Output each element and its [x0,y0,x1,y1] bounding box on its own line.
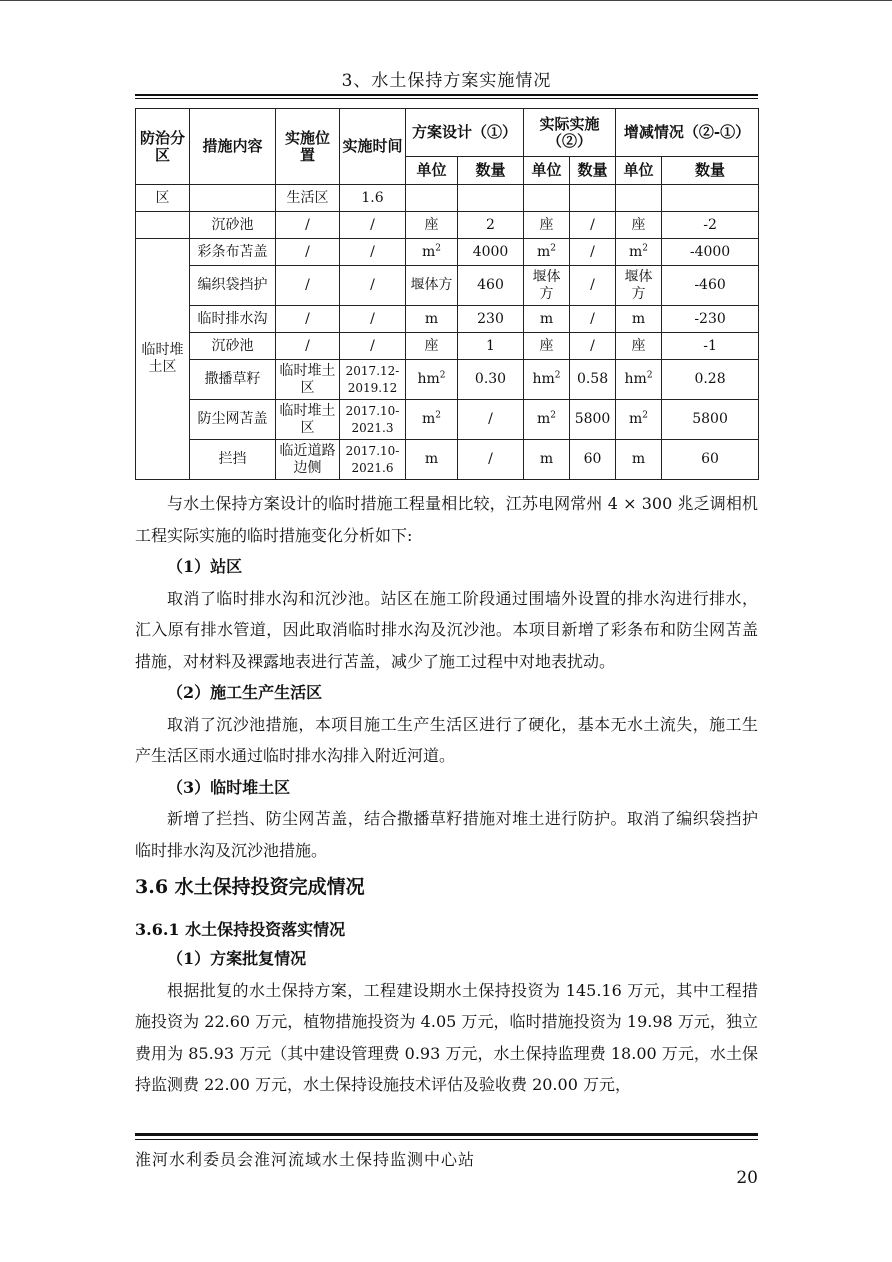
header-qty: 数量 [570,157,616,185]
cell-unit: m [524,440,570,480]
cell-unit: 座 [406,212,458,239]
cell-time: / [340,266,406,306]
cell-qty: -460 [662,266,759,306]
cell-qty [570,185,616,212]
cell-location: / [276,333,340,360]
cell-unit: $hm^2$ [406,360,458,400]
cell-group-zone: 临时堆土区 [136,239,190,480]
table-row [136,333,759,360]
cell-zone: 区 [136,185,190,212]
cell-location: 临时堆土区 [276,360,340,400]
header-content: 措施内容 [190,109,276,185]
cell-qty: / [570,333,616,360]
cell-location: 生活区 [276,185,340,212]
cell-time: 2017.12-2019.12 [340,360,406,400]
cell-qty: / [570,306,616,333]
cell-location: 临近道路边侧 [276,440,340,480]
cell-location: / [276,239,340,266]
header-diff: 增减情况（②-①） [616,109,759,157]
page-number: 20 [736,1168,758,1188]
header-unit: 单位 [406,157,458,185]
cell-qty: 2 [458,212,524,239]
cell-unit: 堰体方 [524,266,570,306]
cell-content: 撒播草籽 [190,360,276,400]
footer-rule-thin [135,1139,758,1140]
cell-qty: -4000 [662,239,759,266]
cell-time: 2017.10-2021.3 [340,400,406,440]
cell-unit: m [406,306,458,333]
cell-unit: 堰体方 [406,266,458,306]
header-design: 方案设计（①） [406,109,524,157]
investment-text [135,943,758,1101]
cell-qty: 230 [458,306,524,333]
measures-table [135,108,759,480]
cell-unit: m [524,306,570,333]
header-rule [135,94,758,96]
cell-content: 沉砂池 [190,333,276,360]
cell-time: / [340,306,406,333]
cell-qty: -230 [662,306,759,333]
cell-qty: / [570,239,616,266]
cell-location: / [276,266,340,306]
header-qty: 数量 [458,157,524,185]
cell-qty: / [458,440,524,480]
analysis-text [135,488,758,866]
cell-unit [616,185,662,212]
cell-content: 防尘网苫盖 [190,400,276,440]
table-row [136,440,759,480]
cell-unit: 座 [524,212,570,239]
cell-location: / [276,306,340,333]
cell-unit: 座 [406,333,458,360]
header-zone: 防治分区 [136,109,190,185]
cell-unit: $m^2$ [524,400,570,440]
cell-unit [524,185,570,212]
cell-content [190,185,276,212]
cell-unit: $m^2$ [406,400,458,440]
footer-rule-thick [135,1133,758,1136]
cell-unit: 堰体方 [616,266,662,306]
cell-time: 2017.10-2021.6 [340,440,406,480]
page-top-rule [0,0,892,1]
table-row [136,306,759,333]
cell-unit [406,185,458,212]
table-row [136,239,759,266]
cell-unit: 座 [616,212,662,239]
table-row [136,266,759,306]
cell-qty: 60 [662,440,759,480]
header-actual: 实际实施（②） [524,109,616,157]
header-time: 实施时间 [340,109,406,185]
paragraph: 根据批复的水土保持方案，工程建设期水土保持投资为 145.16 万元，其中工程措施投资为 22.60 万元，植物措施投资为 4.05 万元，临时措施投资为 19.98 万元，独立费用为 85.93 万元（其中建设管理费 0.93 万元，水土保持监理费 18.00 万元，水土保持监测费 22.00 万元，水土保持设施技术评估及验收费 20.00 万元， [135,980,758,1094]
table-row [136,400,759,440]
cell-unit: 座 [616,333,662,360]
cell-qty: -1 [662,333,759,360]
cell-unit: $m^2$ [616,239,662,266]
cell-location: / [276,212,340,239]
header-unit: 单位 [524,157,570,185]
cell-unit: $hm^2$ [616,360,662,400]
subheading-construction-area: （2）施工生产生活区 [167,683,323,702]
cell-qty: / [570,266,616,306]
cell-time: 1.6 [340,185,406,212]
cell-content: 沉砂池 [190,212,276,239]
section-heading-3-6: 3.6 水土保持投资完成情况 [135,876,365,898]
paragraph: 与水土保持方案设计的临时措施工程量相比较，江苏电网常州 4 × 300 兆乏调相机工程实际实施的临时措施变化分析如下: [135,494,758,545]
cell-unit: m [616,440,662,480]
cell-qty: 0.58 [570,360,616,400]
cell-qty: 460 [458,266,524,306]
subheading-approval: （1）方案批复情况 [167,949,307,968]
cell-qty: 4000 [458,239,524,266]
cell-time: / [340,212,406,239]
header-qty: 数量 [662,157,759,185]
cell-qty [458,185,524,212]
cell-qty: / [458,400,524,440]
cell-qty: 5800 [570,400,616,440]
paragraph: 新增了拦挡、防尘网苫盖，结合撒播草籽措施对堆土进行防护。取消了编织袋挡护临时排水沟及沉沙池措施。 [135,809,758,860]
section-heading-3-6-1: 3.6.1 水土保持投资落实情况 [135,920,346,939]
subheading-station: （1）站区 [167,557,243,576]
cell-unit: 座 [524,333,570,360]
cell-qty: 60 [570,440,616,480]
cell-qty: 0.28 [662,360,759,400]
cell-qty: / [570,212,616,239]
footer-organization: 淮河水利委员会淮河流域水土保持监测中心站 [135,1150,476,1169]
cell-unit: m [616,306,662,333]
paragraph: 取消了沉沙池措施，本项目施工生产生活区进行了硬化，基本无水土流失，施工生产生活区雨水通过临时排水沟排入附近河道。 [135,714,758,765]
table-header-row [136,109,759,157]
table-row [136,212,759,239]
header-location: 实施位置 [276,109,340,185]
cell-content: 拦挡 [190,440,276,480]
cell-qty: -2 [662,212,759,239]
cell-qty: 0.30 [458,360,524,400]
cell-unit: m [406,440,458,480]
cell-unit: $m^2$ [616,400,662,440]
cell-unit: $m^2$ [406,239,458,266]
cell-time: / [340,333,406,360]
cell-time: / [340,239,406,266]
subheading-stockpile-area: （3）临时堆土区 [167,777,291,797]
header-rule-thin [135,98,758,99]
cell-location: 临时堆土区 [276,400,340,440]
table-row [136,360,759,400]
cell-zone [136,212,190,239]
cell-unit: $hm^2$ [524,360,570,400]
cell-qty [662,185,759,212]
cell-unit: $m^2$ [524,239,570,266]
cell-qty: 5800 [662,400,759,440]
cell-content: 编织袋挡护 [190,266,276,306]
cell-content: 临时排水沟 [190,306,276,333]
running-header: 3、水土保持方案实施情况 [341,71,552,91]
cell-qty: 1 [458,333,524,360]
cell-content: 彩条布苫盖 [190,239,276,266]
header-unit: 单位 [616,157,662,185]
table-row [136,185,759,212]
paragraph: 取消了临时排水沟和沉沙池。站区在施工阶段通过围墙外设置的排水沟进行排水，汇入原有排水管道，因此取消临时排水沟及沉沙池。本项目新增了彩条布和防尘网苫盖措施，对材料及裸露地表进行苫盖，减少了施工过程中对地表扰动。 [135,588,758,671]
